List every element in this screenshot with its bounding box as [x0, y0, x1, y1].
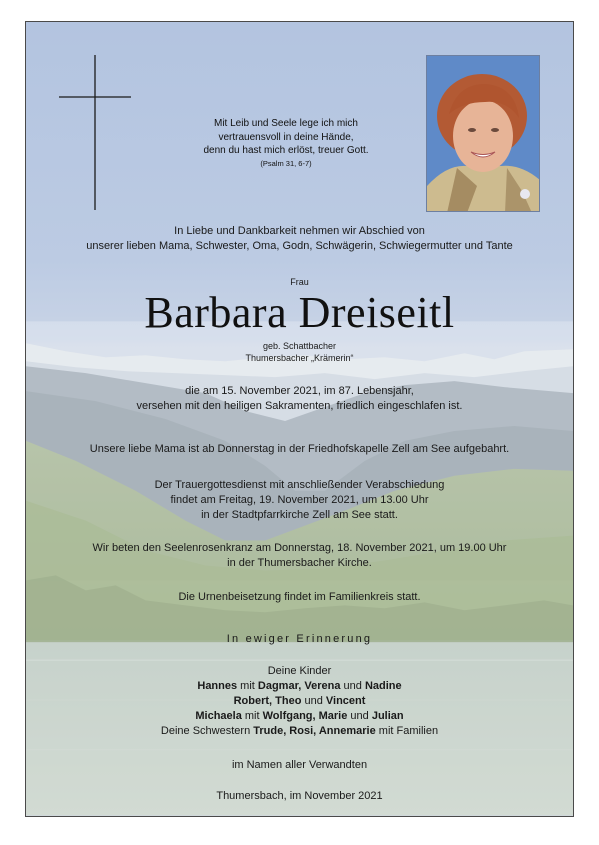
- memory-heading: In ewiger Erinnerung: [226, 633, 373, 645]
- farewell-intro: [26, 224, 573, 254]
- rosary-notice: [26, 541, 573, 571]
- urn-burial-notice: Die Urnenbeisetzung findet im Familienkreis statt.: [178, 591, 421, 603]
- laid-out-notice: Unsere liebe Mama ist ab Donnerstag in der Friedhofskapelle Zell am See aufgebahrt.: [89, 443, 510, 455]
- family-name: Julian: [371, 710, 404, 722]
- family-name: Hannes: [197, 680, 238, 692]
- intro-line: In Liebe und Dankbarkeit nehmen wir Abschied von: [174, 225, 425, 237]
- rosary-line: Wir beten den Seelenrosenkranz am Donnerstag, 18. November 2021, um 19.00 Uhr: [92, 542, 507, 554]
- relatives-note: im Namen aller Verwandten: [231, 759, 368, 771]
- rosary-line: in der Thumersbacher Kirche.: [227, 557, 372, 569]
- funeral-service: [26, 478, 573, 523]
- family-heading: Deine Kinder: [267, 665, 332, 677]
- psalm-line: Mit Leib und Seele lege ich mich: [214, 118, 358, 129]
- death-line: versehen mit den heiligen Sakramenten, friedlich eingeschlafen ist.: [136, 400, 463, 412]
- service-line: findet am Freitag, 19. November 2021, um 13.00 Uhr: [170, 494, 429, 506]
- family-connector: und: [301, 695, 326, 707]
- salutation: Frau: [290, 277, 309, 287]
- family-row: [26, 679, 573, 694]
- portrait-image: [427, 56, 540, 212]
- portrait-photo: [426, 55, 540, 212]
- death-line: die am 15. November 2021, im 87. Lebensjahr,: [185, 385, 414, 397]
- family-name: Wolfgang, Marie: [262, 710, 348, 722]
- family-connector: Deine Schwestern: [160, 725, 254, 737]
- family-connector: mit: [241, 710, 263, 722]
- family-name: Michaela: [195, 710, 242, 722]
- psalm-line: vertrauensvoll in deine Hände,: [218, 131, 354, 143]
- cross-icon: [59, 55, 131, 210]
- family-connector: mit Familien: [375, 725, 439, 737]
- family-name: Trude, Rosi, Annemarie: [253, 725, 376, 737]
- family-connector: und: [340, 680, 365, 692]
- obituary-card: [25, 21, 574, 817]
- psalm-reference: (Psalm 31, 6-7): [260, 158, 312, 168]
- family-row: [26, 709, 573, 724]
- service-line: in der Stadtpfarrkirche Zell am See statt.: [201, 509, 398, 521]
- family-list: [26, 664, 573, 739]
- death-notice: [26, 384, 573, 414]
- psalm-verse: [166, 117, 406, 169]
- deceased-name: Barbara Dreiseitl: [144, 288, 455, 337]
- service-line: Der Trauergottesdienst mit anschließender Verabschiedung: [154, 479, 445, 491]
- nickname: Thumersbacher „Krämerin“: [245, 353, 354, 363]
- intro-line: unserer lieben Mama, Schwester, Oma, Godn, Schwägerin, Schwiegermutter und Tante: [86, 240, 513, 252]
- family-name: Nadine: [364, 680, 402, 692]
- family-connector: und: [347, 710, 372, 722]
- psalm-line: denn du hast mich erlöst, treuer Gott.: [203, 145, 369, 156]
- family-name: Vincent: [325, 695, 366, 707]
- birth-name: geb. Schattbacher: [262, 341, 337, 351]
- family-name: Dagmar, Verena: [257, 680, 341, 692]
- place-and-date: Thumersbach, im November 2021: [216, 790, 383, 802]
- family-name: Robert, Theo: [233, 695, 302, 707]
- obituary-content: [26, 22, 573, 816]
- family-row: [26, 724, 573, 739]
- family-row: [26, 694, 573, 709]
- family-connector: mit: [237, 680, 258, 692]
